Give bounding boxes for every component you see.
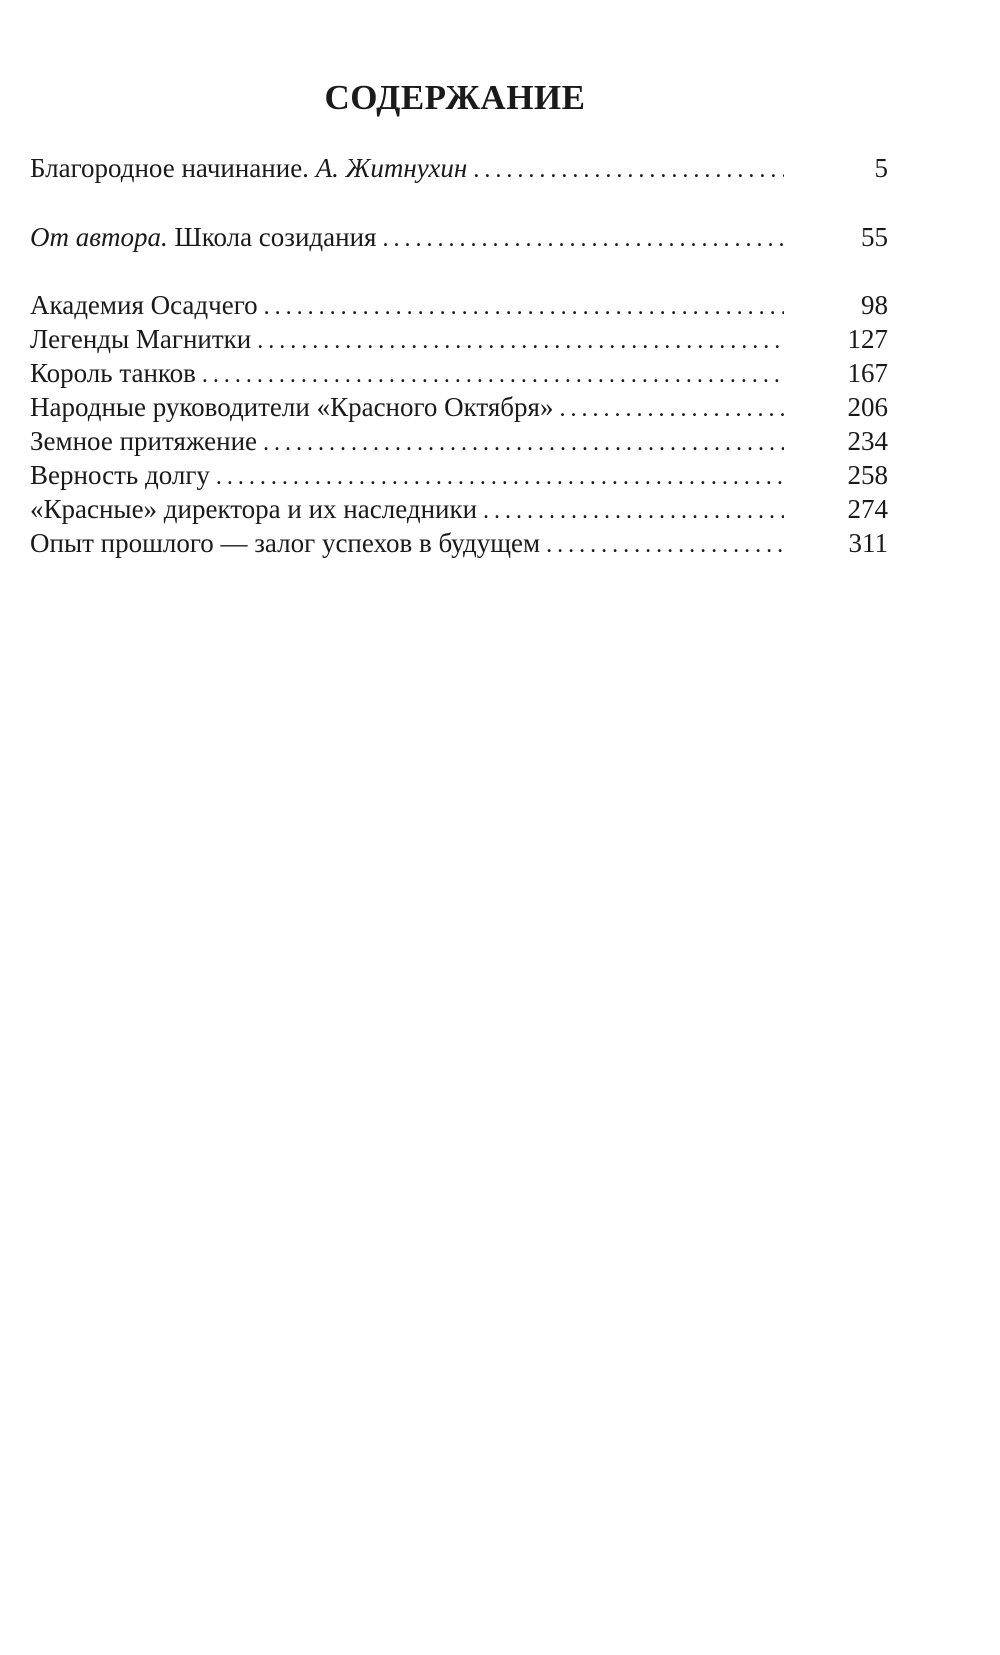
entry-title: «Красные» директора и их наследники [30, 494, 478, 524]
entry-author-label: От автора. [30, 222, 168, 252]
page-number: 274 [847, 494, 888, 524]
entry-title [30, 151, 467, 185]
entry-title: Земное притяжение [30, 426, 258, 456]
dot-leader [257, 324, 784, 358]
page-number: 98 [861, 290, 888, 320]
toc-entry [30, 458, 888, 492]
page-number: 127 [847, 324, 888, 354]
dot-leader [263, 426, 784, 460]
page-number: 258 [847, 460, 888, 490]
page-number: 234 [847, 426, 888, 456]
dot-leader [382, 222, 784, 256]
toc-entry [30, 220, 888, 254]
toc-entry [30, 424, 888, 458]
page-number: 55 [861, 222, 888, 252]
dot-leader [546, 528, 784, 562]
toc-entry [30, 390, 888, 424]
page-number: 206 [847, 392, 888, 422]
page-title: СОДЕРЖАНИЕ [324, 78, 586, 117]
entry-title: Верность долгу [30, 460, 210, 490]
toc-entry [30, 151, 888, 185]
entry-title-text: Благородное начинание. [30, 153, 316, 183]
entry-title [30, 220, 376, 254]
entry-title: Народные руководители «Красного Октября» [30, 392, 554, 422]
entry-title: Опыт прошлого — залог успехов в будущем [30, 528, 541, 558]
dot-leader [473, 153, 784, 187]
dot-leader [264, 290, 784, 324]
toc-entry [30, 526, 888, 560]
entry-author: А. Житнухин [315, 153, 468, 183]
entry-title: Академия Осадчего [30, 290, 258, 320]
dot-leader [559, 392, 784, 426]
entry-title-text: Школа созидания [167, 222, 377, 252]
entry-title: Король танков [30, 358, 196, 388]
toc-entry [30, 288, 888, 322]
dot-leader [483, 494, 784, 528]
dot-leader [216, 460, 784, 494]
page-number: 5 [874, 153, 888, 183]
toc-entry [30, 492, 888, 526]
dot-leader [202, 358, 784, 392]
page-number: 167 [847, 358, 888, 388]
toc-entry [30, 356, 888, 390]
toc-entry [30, 322, 888, 356]
page-number: 311 [848, 528, 888, 558]
entry-title: Легенды Магнитки [30, 324, 252, 354]
